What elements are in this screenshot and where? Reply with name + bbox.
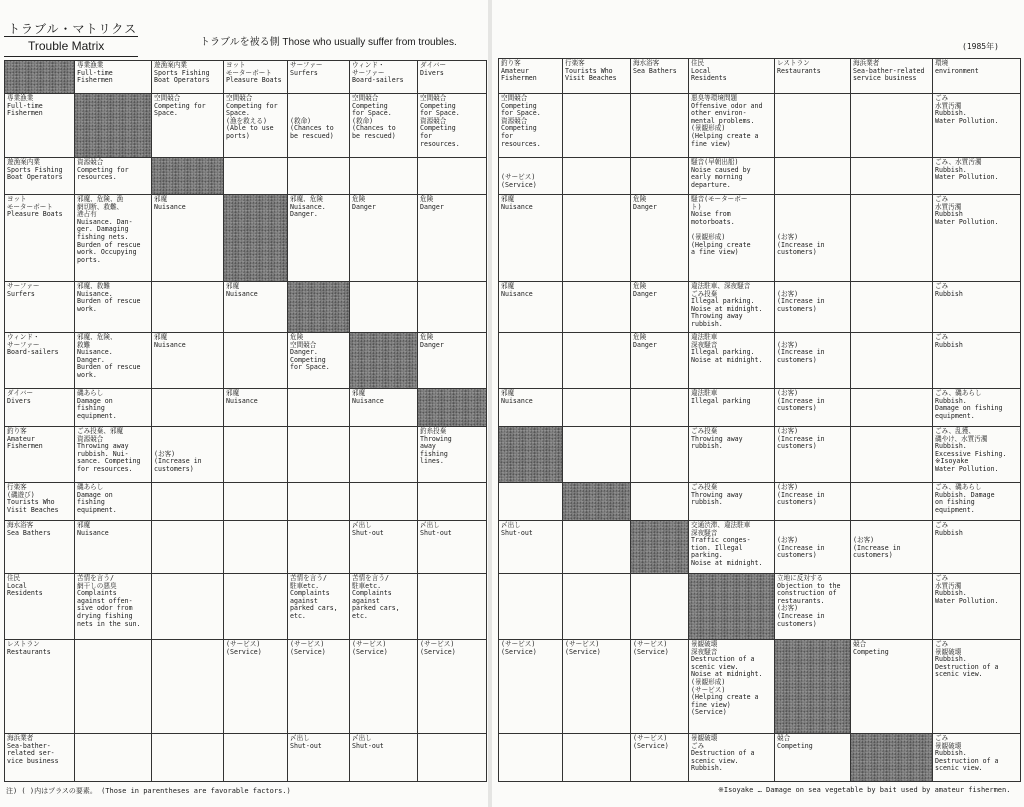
matrix-cell (499, 734, 563, 782)
corner-shaded-cell (5, 61, 75, 94)
matrix-cell (563, 389, 631, 427)
matrix-cell (775, 158, 851, 195)
matrix-cell (152, 734, 224, 782)
diagonal-shaded-cell (563, 483, 631, 521)
matrix-cell: 〆出し Shut-out (418, 521, 487, 574)
matrix-cell (152, 282, 224, 333)
matrix-cell: (サービス) (Service) (631, 640, 689, 734)
matrix-cell (75, 734, 152, 782)
title-japanese: トラブル・マトリクス (8, 22, 138, 36)
matrix-cell (350, 282, 418, 333)
matrix-cell: (サービス) (Service) (563, 640, 631, 734)
matrix-cell: ごみ、磯あらし Rubbish. Damage on fishing equipment. (933, 483, 1021, 521)
matrix-row (499, 389, 1021, 427)
matrix-cell: 危険 Danger (418, 333, 487, 389)
diagonal-shaded-cell (224, 195, 288, 282)
matrix-cell (224, 427, 288, 483)
matrix-cell: 空間競合 Competing for Space. (152, 94, 224, 158)
matrix-cell (631, 574, 689, 640)
matrix-cell (152, 389, 224, 427)
axis-label-en: Those who usually suffer from troubles. (282, 37, 457, 48)
column-header: 専業漁業 Full-time Fishermen (75, 61, 152, 94)
matrix-cell: (お客) (Increase in customers) (775, 333, 851, 389)
matrix-cell: 交通渋滞、違法駐車 深夜騒音 Traffic conges- tion. Illegal parking. Noise at midnight. (689, 521, 775, 574)
matrix-cell (631, 94, 689, 158)
matrix-cell: 釣糸投棄 Throwing away fishing lines. (418, 427, 487, 483)
row-header: ダイバー Divers (5, 389, 75, 427)
matrix-cell: 苦情を言う/ 駐車etc. Complaints against parked cars, etc. (288, 574, 350, 640)
matrix-cell: 邪魔 Nuisance (499, 389, 563, 427)
matrix-row (5, 521, 487, 574)
matrix-cell (851, 389, 933, 427)
diagonal-shaded-cell (689, 574, 775, 640)
matrix-cell: 邪魔 Nuisance (152, 333, 224, 389)
matrix-cell (851, 574, 933, 640)
matrix-cell: 磯あらし Damage on fishing equipment. (75, 389, 152, 427)
column-header: 海水浴客 Sea Bathers (631, 59, 689, 94)
title-underline (4, 56, 138, 57)
matrix-cell: 邪魔 Nuisance (224, 389, 288, 427)
matrix-cell (418, 483, 487, 521)
row-header: ヨット モーターボート Pleasure Boats (5, 195, 75, 282)
matrix-cell: 〆出し Shut-out (499, 521, 563, 574)
matrix-cell (350, 158, 418, 195)
matrix-cell: ごみ Rubbish (933, 333, 1021, 389)
matrix-cell: 〆出し Shut-out (350, 521, 418, 574)
matrix-cell (851, 483, 933, 521)
column-header: ダイバー Divers (418, 61, 487, 94)
matrix-cell: 〆出し Shut-out (350, 734, 418, 782)
title-english: Trouble Matrix (28, 39, 105, 53)
matrix-row (5, 427, 487, 483)
matrix-cell (152, 521, 224, 574)
matrix-cell (563, 158, 631, 195)
row-header: レストラン Restaurants (5, 640, 75, 734)
column-axis-label (200, 33, 457, 48)
row-header: 住民 Local Residents (5, 574, 75, 640)
matrix-cell (224, 158, 288, 195)
matrix-row (5, 94, 487, 158)
matrix-row (5, 640, 487, 734)
matrix-cell: ごみ 水質汚濁 Rubbish Water Pollution. (933, 195, 1021, 282)
matrix-cell (563, 333, 631, 389)
matrix-cell: (お客) (Increase in customers) (775, 483, 851, 521)
matrix-cell: (サービス) (Service) (418, 640, 487, 734)
matrix-cell: ごみ投棄 Throwing away rubbish. (689, 483, 775, 521)
column-header: レストラン Restaurants (775, 59, 851, 94)
matrix-cell: (お客) (Increase in customers) (851, 521, 933, 574)
trouble-matrix-left (4, 60, 487, 782)
matrix-cell: 危険 Danger (631, 195, 689, 282)
row-header: 釣り客 Amateur Fishermen (5, 427, 75, 483)
year-label: (1985年) (962, 42, 999, 51)
column-header: 住民 Local Residents (689, 59, 775, 94)
matrix-cell: 空間競合 Competing for Space. (漁を救える) (Able to use ports) (224, 94, 288, 158)
matrix-row (5, 158, 487, 195)
matrix-cell: (救命) (Chances to be rescued) (288, 94, 350, 158)
matrix-cell: 磯あらし Damage on fishing equipment. (75, 483, 152, 521)
matrix-cell: 危険 Danger (350, 195, 418, 282)
matrix-cell (350, 483, 418, 521)
matrix-row (499, 521, 1021, 574)
header-row (499, 59, 1021, 94)
matrix-cell: ごみ Rubbish (933, 282, 1021, 333)
column-header: 行楽客 Tourists Who Visit Beaches (563, 59, 631, 94)
axis-label-jp: トラブルを被る側 (200, 37, 280, 48)
matrix-cell: (サービス) (Service) (224, 640, 288, 734)
matrix-cell (563, 574, 631, 640)
matrix-cell: 騒音(モーターボー ト) Noise from motorboats. (景観形成) (Helping create a fine view) (689, 195, 775, 282)
footnote-isoyake: ※Isoyake … Damage on sea vegetable by bait used by amateur fishermen. (718, 786, 1011, 794)
row-header: 遊漁案内業 Sports Fishing Boat Operators (5, 158, 75, 195)
column-header: サーファー Surfers (288, 61, 350, 94)
matrix-cell: 邪魔 Nuisance (75, 521, 152, 574)
matrix-row (499, 483, 1021, 521)
matrix-cell: ごみ投棄 Throwing away rubbish. (689, 427, 775, 483)
matrix-cell (563, 94, 631, 158)
header-row (5, 61, 487, 94)
matrix-cell (851, 282, 933, 333)
matrix-cell (224, 483, 288, 521)
matrix-cell (418, 158, 487, 195)
matrix-cell (563, 195, 631, 282)
matrix-row (5, 483, 487, 521)
matrix-cell (418, 734, 487, 782)
matrix-cell: 違法駐車 深夜騒音 Illegal parking. Noise at midnight. (689, 333, 775, 389)
column-header: ウィンド・ サーファー Board-sailers (350, 61, 418, 94)
matrix-cell: 〆出し Shut-out (288, 734, 350, 782)
matrix-cell (851, 94, 933, 158)
matrix-cell (224, 333, 288, 389)
matrix-cell: ごみ 景観破壊 Rubbish. Destruction of a scenic view. (933, 640, 1021, 734)
column-header: ヨット モーターボート Pleasure Boats (224, 61, 288, 94)
matrix-cell: (お客) (Increase in customers) (775, 195, 851, 282)
column-header: 遊漁案内業 Sports Fishing Boat Operators (152, 61, 224, 94)
matrix-row (5, 333, 487, 389)
matrix-cell (75, 640, 152, 734)
matrix-cell: 資源競合 Competing for resources. (75, 158, 152, 195)
matrix-cell: 邪魔 Nuisance (499, 282, 563, 333)
matrix-cell: 空間競合 Competing for Space. (救命) (Chances to be rescued) (350, 94, 418, 158)
matrix-cell: 苦情を言う/ 駐車etc. Complaints against parked cars, etc. (350, 574, 418, 640)
matrix-cell (563, 282, 631, 333)
column-header: 釣り客 Amateur Fishermen (499, 59, 563, 94)
matrix-cell: (サービス) (Service) (631, 734, 689, 782)
row-header: 海浜業者 Sea-bather- related ser- vice business (5, 734, 75, 782)
matrix-cell: (お客) (Increase in customers) (775, 521, 851, 574)
matrix-cell: ごみ Rubbish (933, 521, 1021, 574)
row-header: 専業漁業 Full-time Fishermen (5, 94, 75, 158)
matrix-cell (631, 427, 689, 483)
matrix-cell (418, 574, 487, 640)
matrix-cell (288, 483, 350, 521)
matrix-cell: 苦情を言う/ 網干しの悪臭 Complaints against offen- sive odor from drying fishing nets in the sun. (75, 574, 152, 640)
matrix-cell: 空間競合 Competing for Space. 資源競合 Competing for resources. (418, 94, 487, 158)
matrix-cell (499, 574, 563, 640)
matrix-cell (152, 483, 224, 521)
matrix-cell (563, 521, 631, 574)
matrix-cell: (お客) (Increase in customers) (775, 389, 851, 427)
matrix-cell: 邪魔、危険、 救難 Nuisance. Danger. Burden of rescue work. (75, 333, 152, 389)
matrix-cell (563, 734, 631, 782)
matrix-row (499, 158, 1021, 195)
diagonal-shaded-cell (499, 427, 563, 483)
matrix-cell: ごみ 水質汚濁 Rubbish. Water Pollution. (933, 574, 1021, 640)
matrix-cell (288, 521, 350, 574)
matrix-cell: 立地に反対する Objection to the construction of restaurants. (お客) (Increase in customers) (775, 574, 851, 640)
matrix-cell: 危険 Danger (631, 333, 689, 389)
diagonal-shaded-cell (851, 734, 933, 782)
matrix-cell: 景観破壊 ごみ Destruction of a scenic view. Rubbish. (689, 734, 775, 782)
matrix-cell: 邪魔 Nuisance (499, 195, 563, 282)
matrix-cell (631, 158, 689, 195)
matrix-cell: 悪臭等環境問題 Offensive odor and other environ- mental problems. (景観形成) (Helping create a fine view) (689, 94, 775, 158)
matrix-cell: 危険 空間競合 Danger. Competing for Space. (288, 333, 350, 389)
matrix-cell (631, 483, 689, 521)
row-header: サーファー Surfers (5, 282, 75, 333)
matrix-cell (631, 389, 689, 427)
matrix-cell: 危険 Danger (631, 282, 689, 333)
column-header: 海浜業者 Sea-bather-related service business (851, 59, 933, 94)
matrix-cell (499, 333, 563, 389)
row-header: ウィンド・ サーファー Board-sailers (5, 333, 75, 389)
matrix-cell (152, 640, 224, 734)
diagonal-shaded-cell (288, 282, 350, 333)
matrix-cell (224, 574, 288, 640)
matrix-cell (350, 427, 418, 483)
matrix-row (5, 195, 487, 282)
matrix-cell: 空間競合 Competing for Space. 資源競合 Competing for resources. (499, 94, 563, 158)
matrix-cell (288, 389, 350, 427)
matrix-cell: 違法駐車、深夜騒音 ごみ投棄 Illegal parking. Noise at midnight. Throwing away rubbish. (689, 282, 775, 333)
matrix-cell: 邪魔 Nuisance (224, 282, 288, 333)
matrix-cell: 騒音(早朝出船) Noise caused by early morning departure. (689, 158, 775, 195)
matrix-row (499, 427, 1021, 483)
matrix-cell: 景観破壊 深夜騒音 Destruction of a scenic view. Noise at midnight. (景観形成) (サービス) (Helping create a fine view) (Service) (689, 640, 775, 734)
matrix-cell: ごみ、磯あらし Rubbish. Damage on fishing equipment. (933, 389, 1021, 427)
matrix-row (499, 195, 1021, 282)
matrix-cell: 邪魔、危険 Nuisance. Danger. (288, 195, 350, 282)
matrix-cell: ごみ 景観破壊 Rubbish. Destruction of a scenic view. (933, 734, 1021, 782)
matrix-cell: 邪魔 Nuisance (152, 195, 224, 282)
diagonal-shaded-cell (418, 389, 487, 427)
matrix-cell: 競合 Competing (775, 734, 851, 782)
matrix-cell: 邪魔、危険、漁 網切断、救難、 港占有 Nuisance. Dan- ger. Damaging fishing nets. Burden of rescue work. Occupying ports. (75, 195, 152, 282)
matrix-row (499, 94, 1021, 158)
row-header: 海水浴客 Sea Bathers (5, 521, 75, 574)
matrix-cell: (サービス) (Service) (499, 158, 563, 195)
matrix-cell (851, 195, 933, 282)
matrix-row (499, 734, 1021, 782)
matrix-row (499, 574, 1021, 640)
matrix-cell: (お客) (Increase in customers) (775, 282, 851, 333)
matrix-cell: (サービス) (Service) (499, 640, 563, 734)
footnote-parentheses: 注) ( )内はプラスの要素。 (Those in parentheses are favorable factors.) (6, 787, 291, 795)
matrix-row (5, 389, 487, 427)
diagonal-shaded-cell (75, 94, 152, 158)
matrix-cell: ごみ 水質汚濁 Rubbish. Water Pollution. (933, 94, 1021, 158)
trouble-matrix-right (498, 58, 1021, 782)
title-underline (4, 36, 138, 37)
diagonal-shaded-cell (350, 333, 418, 389)
row-header: 行楽客 (磯遊び) Tourists Who Visit Beaches (5, 483, 75, 521)
matrix-row (499, 640, 1021, 734)
matrix-cell (851, 333, 933, 389)
matrix-cell: 違法駐車 Illegal parking (689, 389, 775, 427)
matrix-cell: (サービス) (Service) (288, 640, 350, 734)
matrix-cell: (サービス) (Service) (350, 640, 418, 734)
matrix-cell (224, 734, 288, 782)
matrix-cell: ごみ投棄、邪魔 資源競合 Throwing away rubbish. Nui- sance. Competing for resources. (75, 427, 152, 483)
column-header: 環境 environment (933, 59, 1021, 94)
matrix-cell: (お客) (Increase in customers) (775, 427, 851, 483)
matrix-cell: ごみ、水質汚濁 Rubbish. Water Pollution. (933, 158, 1021, 195)
matrix-cell (224, 521, 288, 574)
matrix-cell: ごみ、乱獲、 磯やけ、水質汚濁 Rubbish. Excessive Fishing. ※Isoyake Water Pollution. (933, 427, 1021, 483)
matrix-row (5, 734, 487, 782)
matrix-cell (288, 427, 350, 483)
matrix-row (5, 282, 487, 333)
matrix-cell (851, 158, 933, 195)
matrix-cell (499, 483, 563, 521)
left-page (0, 0, 490, 807)
right-page (492, 0, 1024, 807)
diagonal-shaded-cell (775, 640, 851, 734)
matrix-cell: 邪魔 Nuisance (350, 389, 418, 427)
matrix-cell: (お客) (Increase in customers) (152, 427, 224, 483)
matrix-cell: 競合 Competing (851, 640, 933, 734)
matrix-cell: 邪魔、救難 Nuisance. Burden of rescue work. (75, 282, 152, 333)
matrix-cell (851, 427, 933, 483)
matrix-cell (152, 574, 224, 640)
matrix-cell (775, 94, 851, 158)
matrix-cell (288, 158, 350, 195)
diagonal-shaded-cell (152, 158, 224, 195)
matrix-cell (563, 427, 631, 483)
matrix-cell: 危険 Danger (418, 195, 487, 282)
matrix-cell (418, 282, 487, 333)
matrix-row (5, 574, 487, 640)
diagonal-shaded-cell (631, 521, 689, 574)
matrix-row (499, 282, 1021, 333)
matrix-row (499, 333, 1021, 389)
